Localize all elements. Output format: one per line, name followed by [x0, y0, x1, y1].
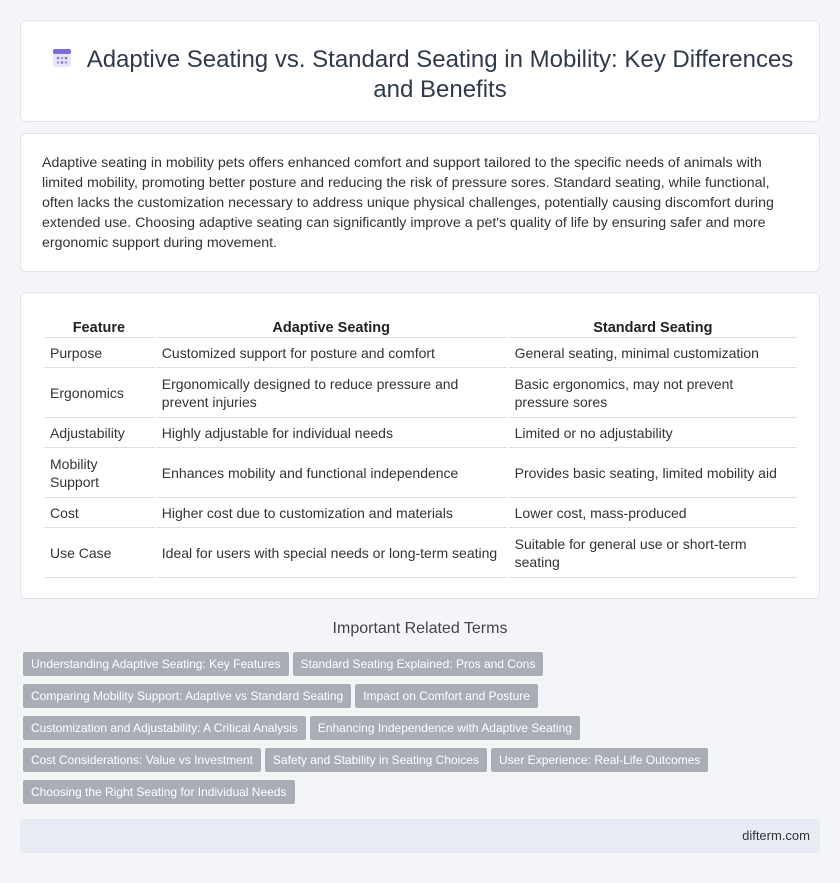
site-link[interactable]: difterm.com — [742, 828, 810, 843]
related-term-tag[interactable]: Understanding Adaptive Seating: Key Features — [23, 652, 289, 676]
column-header-adaptive: Adaptive Seating — [156, 315, 507, 338]
related-term-tag[interactable]: Standard Seating Explained: Pros and Cons — [293, 652, 544, 676]
adaptive-cell: Higher cost due to customization and materials — [156, 498, 507, 528]
adaptive-cell: Enhances mobility and functional independence — [156, 448, 507, 498]
column-header-standard: Standard Seating — [509, 315, 797, 338]
standard-cell: Basic ergonomics, may not prevent pressure sores — [509, 368, 797, 418]
feature-cell: Ergonomics — [44, 368, 154, 418]
related-term-tag[interactable]: User Experience: Real-Life Outcomes — [491, 748, 708, 772]
feature-cell: Adjustability — [44, 418, 154, 448]
intro-paragraph: Adaptive seating in mobility pets offers enhanced comfort and support tailored to the specific needs of animals with limited mobility, promoting better posture and reducing the risk of pressure sores. Standard seating, while functional, often lacks the customization necessary to address unique physical challenges, potentially causing discomfort during extended use. Choosing adaptive seating can significantly improve a pet's quality of life by ensuring safer and more ergonomic support during movement. — [42, 155, 774, 251]
footer — [20, 819, 820, 853]
adaptive-cell: Ideal for users with special needs or long-term seating — [156, 528, 507, 578]
adaptive-cell: Customized support for posture and comfort — [156, 338, 507, 368]
related-term-tag[interactable]: Choosing the Right Seating for Individual Needs — [23, 780, 295, 804]
standard-cell: General seating, minimal customization — [509, 338, 797, 368]
table-row — [44, 448, 797, 498]
standard-cell: Provides basic seating, limited mobility aid — [509, 448, 797, 498]
page-title: Adaptive Seating vs. Standard Seating in Mobility: Key Differences and Benefits — [86, 46, 794, 103]
table-row — [44, 368, 797, 418]
feature-cell: Mobility Support — [44, 448, 154, 498]
standard-cell: Suitable for general use or short-term seating — [509, 528, 797, 578]
title-card — [20, 20, 820, 122]
adaptive-cell: Ergonomically designed to reduce pressure and prevent injuries — [156, 368, 507, 418]
comparison-table — [42, 315, 799, 578]
related-term-tag[interactable]: Customization and Adjustability: A Critical Analysis — [23, 716, 306, 740]
standard-cell: Lower cost, mass-produced — [509, 498, 797, 528]
column-header-feature: Feature — [44, 315, 154, 338]
table-header-row — [44, 315, 797, 338]
feature-cell: Purpose — [44, 338, 154, 368]
table-row — [44, 528, 797, 578]
table-row — [44, 498, 797, 528]
related-term-tag[interactable]: Impact on Comfort and Posture — [355, 684, 538, 708]
adaptive-cell: Highly adjustable for individual needs — [156, 418, 507, 448]
related-terms-list — [23, 652, 723, 812]
related-terms-heading: Important Related Terms — [332, 620, 508, 637]
comparison-card — [20, 292, 820, 599]
related-term-tag[interactable]: Comparing Mobility Support: Adaptive vs Standard Seating — [23, 684, 351, 708]
related-term-tag[interactable]: Safety and Stability in Seating Choices — [265, 748, 487, 772]
table-row — [44, 418, 797, 448]
feature-cell: Cost — [44, 498, 154, 528]
feature-cell: Use Case — [44, 528, 154, 578]
intro-card — [20, 133, 820, 272]
related-term-tag[interactable]: Cost Considerations: Value vs Investment — [23, 748, 261, 772]
table-row — [44, 338, 797, 368]
standard-cell: Limited or no adjustability — [509, 418, 797, 448]
related-term-tag[interactable]: Enhancing Independence with Adaptive Seating — [310, 716, 580, 740]
